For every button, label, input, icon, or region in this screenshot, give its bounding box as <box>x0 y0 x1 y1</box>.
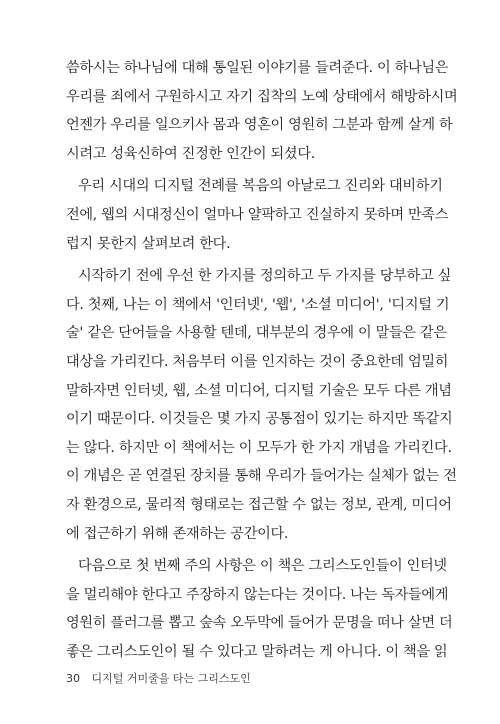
text-line: 씀하시는 하나님에 대해 통일된 이야기를 들려준다. 이 하나님은 <box>66 60 449 76</box>
text-line: 대상을 가리킨다. 처음부터 이를 인지하는 것이 중요한데 엄밀히 <box>66 353 449 370</box>
text-line: 우리 시대의 디지털 전례를 복음의 아날로그 진리와 대비하기 <box>78 178 443 195</box>
text-line: 을 멀리해야 한다고 주장하지 않는다는 것이다. 나는 독자들에게 <box>66 586 449 603</box>
page-number: 30 <box>66 672 80 685</box>
text-line: 말하자면 인터넷, 웹, 소셜 미디어, 디지털 기술은 모두 다른 개념 <box>66 382 452 399</box>
text-line: 시려고 성육신하여 진정한 인간이 되셨다. <box>66 145 315 162</box>
text-line: 좋은 그리스도인이 될 수 있다고 말하려는 게 아니다. 이 책을 읽 <box>66 643 448 660</box>
text-line: 시작하기 전에 우선 한 가지를 정의하고 두 가지를 당부하고 싶 <box>78 268 452 285</box>
page-footer <box>66 670 251 686</box>
paragraph <box>66 54 458 168</box>
text-line: 는 않다. 하지만 이 책에서는 이 모두가 한 가지 개념을 가리킨다. <box>66 439 452 456</box>
text-line: 술' 같은 단어들을 사용할 텐데, 대부분의 경우에 이 말들은 같은 <box>66 325 447 342</box>
paragraph <box>66 262 457 548</box>
text-line: 전에, 웹의 시대정신이 얼마나 얄팍하고 진실하지 못하며 만족스 <box>66 206 449 223</box>
text-line: 이기 때문이다. 이것들은 몇 가지 공통점이 있기는 하지만 똑같지 <box>66 411 453 428</box>
text-line: 다음으로 첫 번째 주의 사항은 이 책은 그리스도인들이 인터넷 <box>78 558 447 575</box>
text-line: 에 접근하기 위해 존재하는 공간이다. <box>66 525 289 542</box>
text-line: 언젠가 우리를 일으키사 몸과 영혼이 영원히 그분과 함께 살게 하 <box>66 117 453 134</box>
text-line: 다. 첫째, 나는 이 책에서 '인터넷', '웹', '소셜 미디어', '디지털 기 <box>66 296 450 313</box>
paragraph <box>66 552 453 666</box>
text-line: 자 환경으로, 물리적 형태로는 접근할 수 없는 정보, 관계, 미디어 <box>66 496 452 513</box>
text-line: 이 개념은 곧 연결된 장치를 통해 우리가 들어가는 실체가 없는 전 <box>66 468 457 485</box>
text-line: 영원히 플러그를 뽑고 숲속 오두막에 들어가 문명을 떠나 살면 더 <box>66 615 453 632</box>
text-line: 럽지 못한지 살펴보려 한다. <box>66 235 231 252</box>
body-text <box>66 54 458 666</box>
paragraph <box>66 172 449 258</box>
running-title: 디지털 거미줄을 타는 그리스도인 <box>91 672 251 685</box>
text-line: 우리를 죄에서 구원하시고 자기 집착의 노예 상태에서 해방하시며 <box>66 88 458 105</box>
